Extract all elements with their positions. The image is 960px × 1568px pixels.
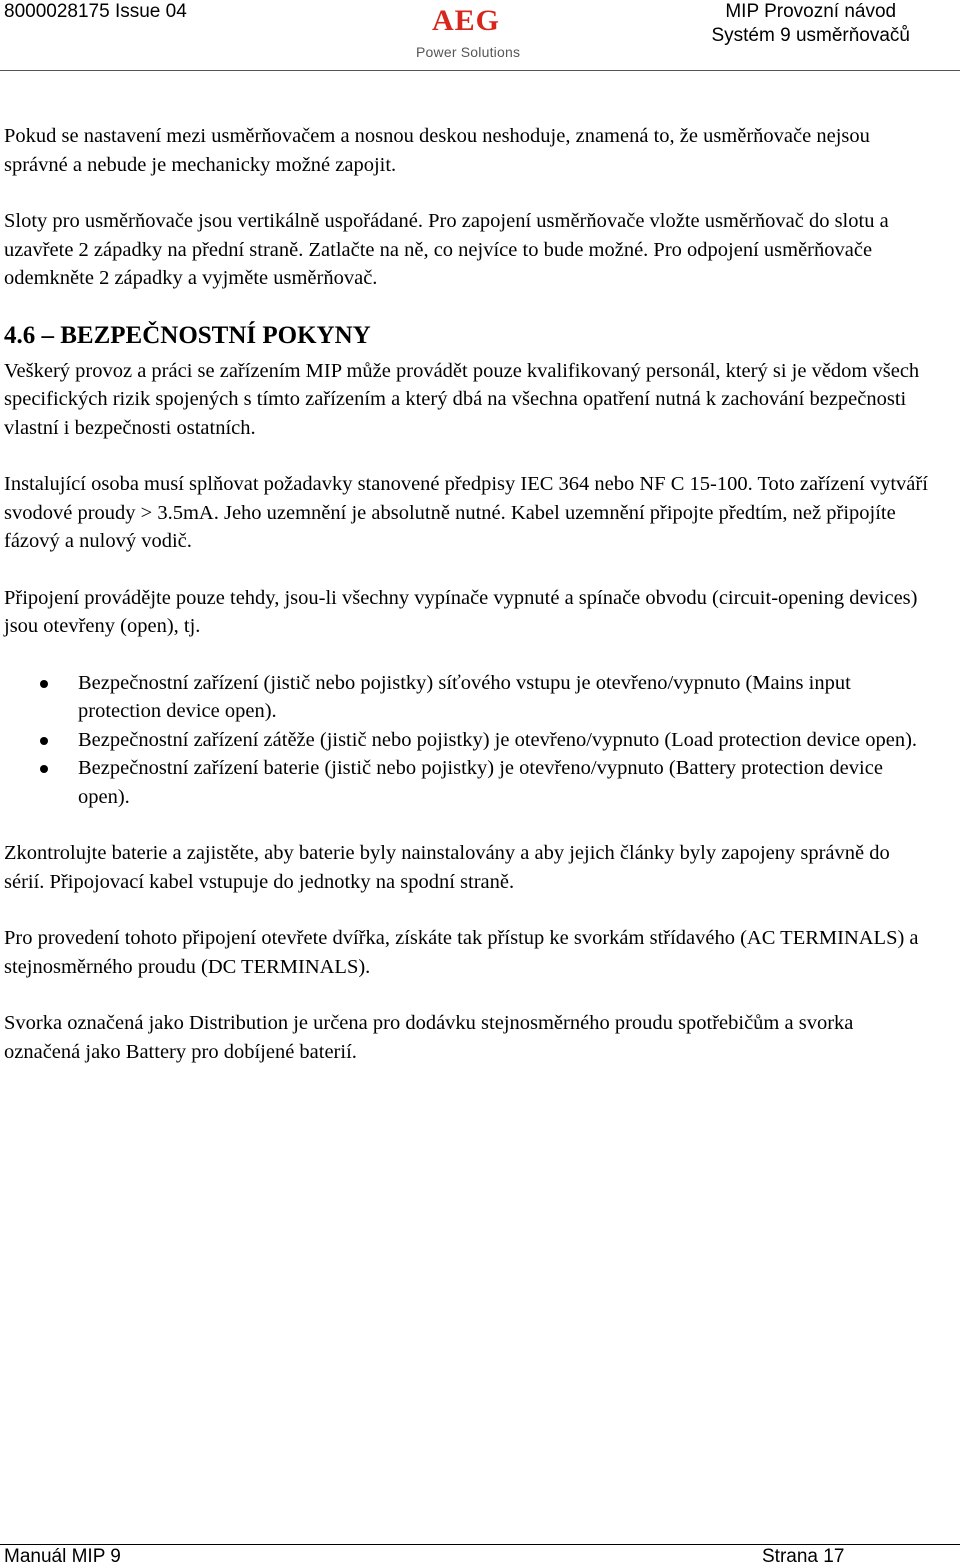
paragraph-qualified-personnel: Veškerý provoz a práci se zařízením MIP může provádět pouze kvalifikovaný personál, který si je vědom všech specifických rizik spojených s tímto zařízením a který dbá na všechna opatření nutná k zachování bezpečnosti vlastní i bezpečnosti ostatních.	[4, 359, 920, 439]
paragraph-rectifier-slots: Sloty pro usměrňovače jsou vertikálně uspořádané. Pro zapojení usměrňovače vložte usměrňovač do slotu a uzavřete 2 západky na přední straně. Zatlačte na ně, co nejvíce to bude možné. Pro odpojení usměrňovače odemkněte 2 západky a vyjměte usměrňovač.	[4, 210, 889, 289]
manual-name: Manuál MIP 9	[4, 1546, 121, 1567]
footer-divider	[0, 1544, 960, 1545]
logo-mark: AEG	[432, 4, 501, 37]
list-item	[4, 726, 934, 755]
aeg-logo	[410, 4, 540, 61]
page-number: Strana 17	[762, 1546, 845, 1567]
document-number: 8000028175 Issue 04	[4, 1, 187, 22]
paragraph-terminals: Pro provedení tohoto připojení otevřete dvířka, získáte tak přístup ke svorkám střídavého (AC TERMINALS) a stejnosměrného proudu (DC TERMINALS).	[4, 927, 919, 978]
protection-device-list	[4, 669, 934, 812]
list-item-text: Bezpečnostní zařízení baterie (jistič nebo pojistky) je otevřeno/vypnuto (Battery protection device open).	[78, 757, 883, 808]
bullet-icon	[40, 765, 48, 773]
page-footer	[0, 1528, 960, 1567]
list-item	[4, 754, 934, 811]
header-divider	[0, 70, 960, 71]
document-title-line1: MIP Provozní návod	[725, 1, 897, 22]
document-title-line2: Systém 9 usměrňovačů	[711, 25, 910, 46]
list-item	[4, 669, 934, 726]
paragraph-battery-check: Zkontrolujte baterie a zajistěte, aby baterie byly nainstalovány a aby jejich články byly zapojeny správně do sérií. Připojovací kabel vstupuje do jednotky na spodní straně.	[4, 842, 890, 893]
document-title	[711, 0, 910, 48]
list-item-text: Bezpečnostní zařízení zátěže (jistič nebo pojistky) je otevřeno/vypnuto (Load protection device open).	[78, 728, 918, 751]
bullet-icon	[40, 680, 48, 688]
section-heading: 4.6 – BEZPEČNOSTNÍ POKYNY	[4, 321, 371, 349]
paragraph-installation-standards: Instalující osoba musí splňovat požadavky stanovené předpisy IEC 364 nebo NF C 15-100. Toto zařízení vytváří svodové proudy > 3.5mA. Jeho uzemnění je absolutně nutné. Kabel uzemnění připojte předtím, než připojíte fázový a nulový vodič.	[4, 473, 928, 552]
paragraph-rectifier-mismatch: Pokud se nastavení mezi usměrňovačem a nosnou deskou neshoduje, znamená to, že usměrňovače nejsou správné a nebude je mechanicky možné zapojit.	[4, 125, 870, 176]
list-item-text: Bezpečnostní zařízení (jistič nebo pojistky) síťového vstupu je otevřeno/vypnuto (Mains input protection device open).	[78, 671, 851, 722]
paragraph-connection-conditions: Připojení provádějte pouze tehdy, jsou-li všechny vypínače vypnuté a spínače obvodu (circuit-opening devices) jsou otevřeny (open), tj.	[4, 586, 918, 637]
logo-subtitle: Power Solutions	[416, 44, 521, 60]
paragraph-distribution-terminal: Svorka označená jako Distribution je určena pro dodávku stejnosměrného proudu spotřebičům a svorka označená jako Battery pro dobíjené baterií.	[4, 1012, 854, 1063]
page-header	[0, 0, 960, 72]
page-content	[4, 122, 934, 1094]
bullet-icon	[40, 737, 48, 745]
